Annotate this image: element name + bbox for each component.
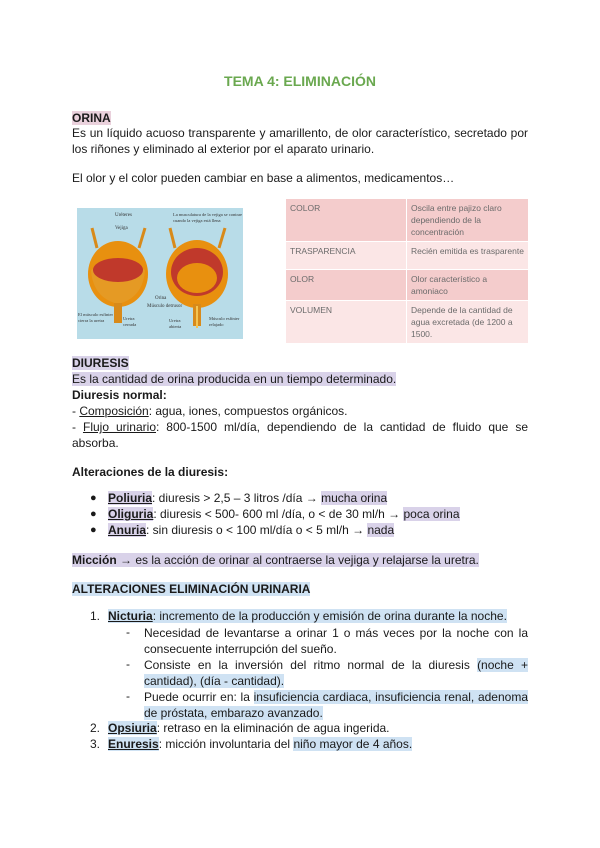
table-row <box>286 301 529 344</box>
nicturia-sub-1: Necesidad de levantarse a orinar 1 o más veces por la noche con la consecuente interrupción del sueño. <box>144 626 528 656</box>
diuresis-normal-label: Diuresis normal: <box>72 388 167 402</box>
label-ureteres: Uréteres <box>115 213 132 218</box>
nicturia-sub-2: Consiste en la inversión del ritmo normal de la diuresis (noche + cantidad), (día - cantidad). <box>144 658 528 688</box>
enuresis-item: Enuresis: micción involuntaria del niño mayor de 4 años. <box>108 737 413 751</box>
label-musculo-detrusor: Músculo detrusor <box>147 304 183 309</box>
diuresis-definition: Es la cantidad de orina producida en un tiempo determinado. <box>72 372 397 386</box>
diuresis-flujo: - Flujo urinario: 800-1500 ml/día, dependiendo de la cantidad de fluido que se absorba. <box>72 420 528 450</box>
table-row <box>286 242 529 270</box>
label-uretra-abierta: Uretra abierta <box>169 318 182 329</box>
diuresis-heading: DIURESIS <box>72 356 129 370</box>
label-vejiga: Vejiga <box>115 226 128 231</box>
nicturia-sub-3: Puede ocurrir en: la insuficiencia cardiaca, insuficiencia renal, adenoma de próstata, embarazo avanzado. <box>144 690 528 720</box>
table-key: OLOR <box>286 270 407 301</box>
list-number: 1. <box>90 609 101 623</box>
orina-properties-table <box>285 198 529 344</box>
list-number: 2. <box>90 721 101 735</box>
alteraciones-heading: ALTERACIONES ELIMINACIÓN URINARIA <box>72 582 311 596</box>
table-row <box>286 270 529 301</box>
orina-definition: Es un líquido acuoso transparente y amarillento, de olor característico, secretado por los riñones y eliminado al exterior por el aparato urinario. <box>72 126 528 156</box>
table-value: Oscila entre pajizo claro dependiendo de la concentración <box>407 199 529 242</box>
bladder-figure <box>77 208 243 339</box>
list-item: Anuria: sin diuresis o < 100 ml/día o < 5 ml/h → nada <box>108 523 395 537</box>
orina-note: El olor y el color pueden cambiar en base a alimentos, medicamentos… <box>72 171 455 185</box>
list-item: Oliguria: diuresis < 500- 600 ml /día, o < de 30 ml/h → poca orina <box>108 507 460 521</box>
table-value: Recién emitida es trasparente <box>407 242 529 270</box>
alteraciones-diuresis-heading: Alteraciones de la diuresis: <box>72 465 229 479</box>
miccion-definition: Micción → es la acción de orinar al contraerse la vejiga y relajarse la uretra. <box>72 553 479 567</box>
label-esfinter-relajado: Músculo esfínter relajado <box>209 316 240 327</box>
label-esfinter: El músculo esfínter cierra la uretra <box>78 312 113 323</box>
table-value: Olor característico a amoniaco <box>407 270 529 301</box>
table-key: VOLUMEN <box>286 301 407 344</box>
table-row <box>286 199 529 242</box>
diuresis-composicion: - Composición: agua, iones, compuestos orgánicos. <box>72 404 348 418</box>
list-item: Poliuria: diuresis > 2,5 – 3 litros /día → mucha orina <box>108 491 388 505</box>
nicturia-item: Nicturia: incremento de la producción y emisión de orina durante la noche. <box>108 609 507 623</box>
table-key: TRASPARENCIA <box>286 242 407 270</box>
table-value: Depende de la cantidad de agua excretada (de 1200 a 1500. <box>407 301 529 344</box>
label-musculatura: La musculatura de la vejiga se contrae cuando la vejiga está llena <box>173 212 242 223</box>
label-uretra-cerrada: Uretra cerrada <box>123 316 137 327</box>
list-number: 3. <box>90 737 101 751</box>
orina-heading: ORINA <box>72 111 111 125</box>
page-title: TEMA 4: ELIMINACIÓN <box>224 73 376 89</box>
opsiuria-item: Opsiuria: retraso en la eliminación de agua ingerida. <box>108 721 390 735</box>
table-key: COLOR <box>286 199 407 242</box>
label-orina: Orina <box>155 296 167 301</box>
